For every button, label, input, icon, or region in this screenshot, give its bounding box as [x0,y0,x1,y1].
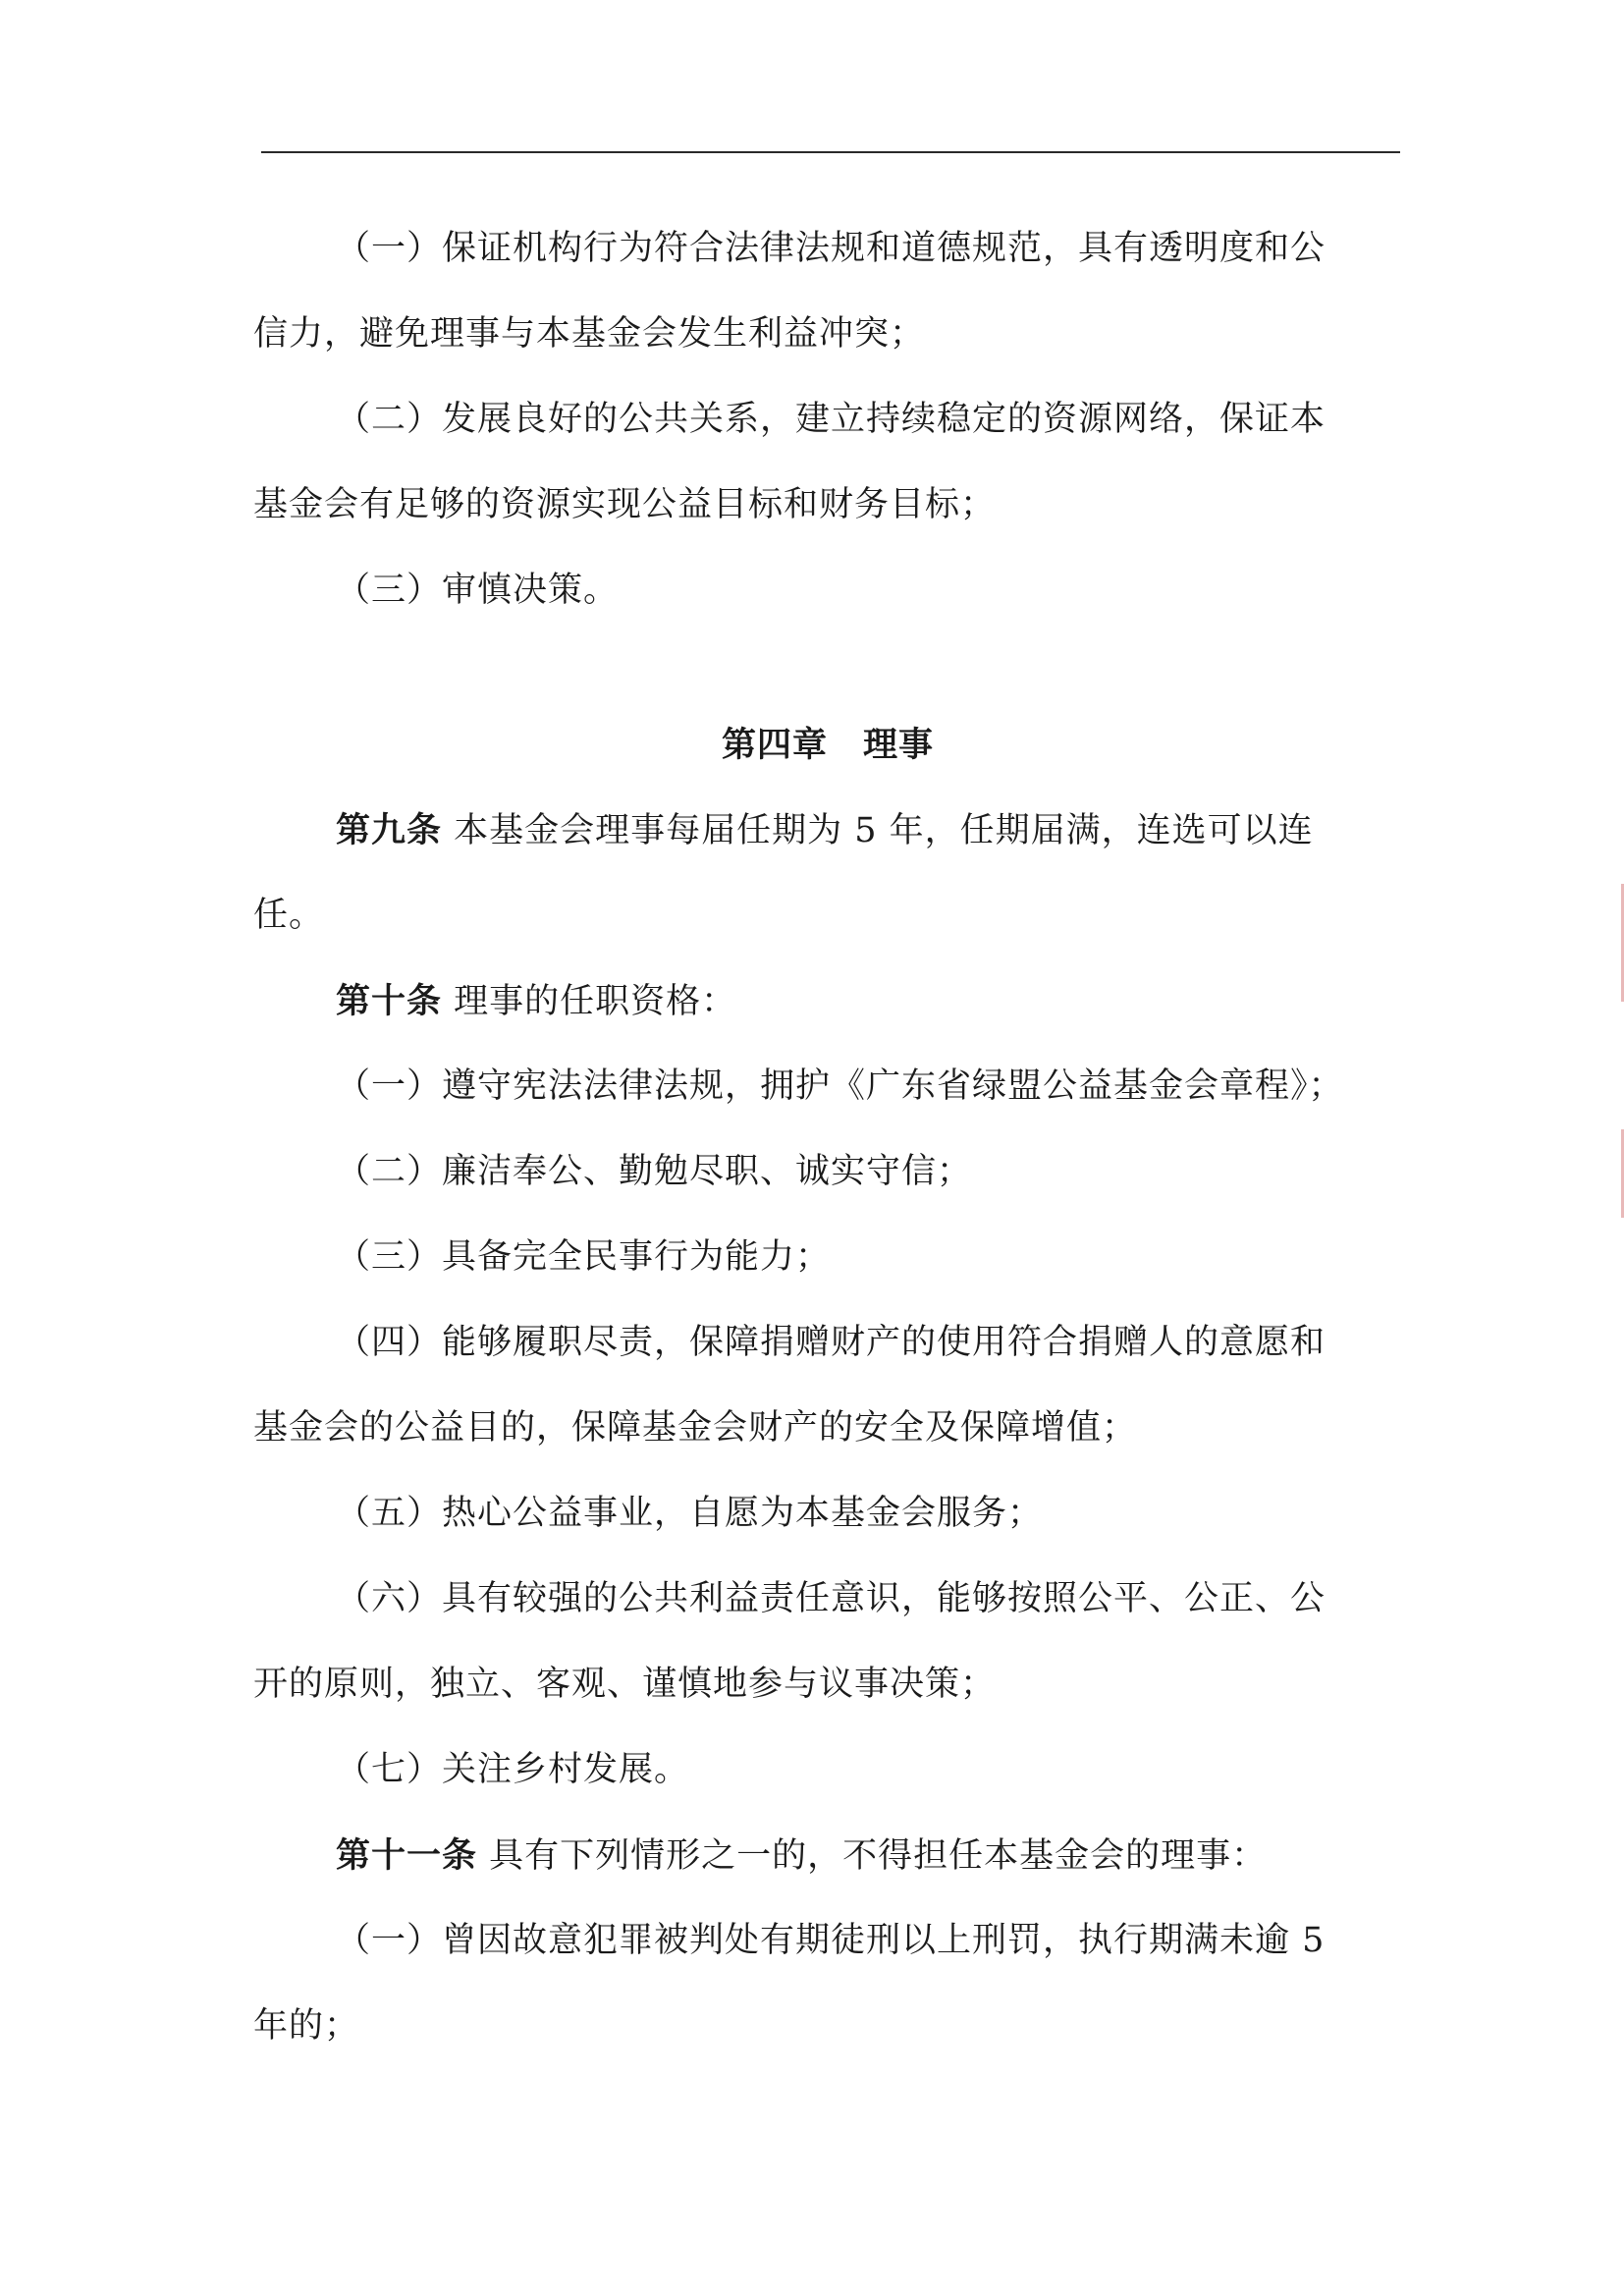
document-body [253,206,1402,2069]
header-rule [261,151,1400,153]
article8-item2-line1: （二）发展良好的公共关系，建立持续稳定的资源网络，保证本 [336,400,1326,439]
article10-item3: （三）具备完全民事行为能力； [336,1237,832,1277]
article10-label: 第十条 [336,981,443,1021]
article9-label: 第九条 [336,810,443,850]
article9-line1 [253,788,1402,873]
article8-item1-line2: 信力，避免理事与本基金会发生利益冲突； [253,314,926,354]
article11-item1-line2: 年的； [253,2006,360,2046]
article10-item5: （五）热心公益事业，自愿为本基金会服务； [336,1494,1044,1533]
article10-intro-line [253,958,1402,1044]
article10-item6-line1: （六）具有较强的公共利益责任意识，能够按照公平、公正、公 [336,1579,1326,1618]
article9-text: 本基金会理事每届任期为 5 年，任期届满，连选可以连 [454,811,1314,850]
article8-item2-line2: 基金会有足够的资源实现公益目标和财务目标； [253,485,997,524]
article10-intro: 理事的任职资格： [454,982,737,1021]
article11-intro-line [253,1813,1402,1898]
article10-item7: （七）关注乡村发展。 [336,1750,690,1789]
article10-item4-line2: 基金会的公益目的，保障基金会财产的安全及保障增值； [253,1408,1138,1448]
article10-item2: （二）廉洁奉公、勤勉尽职、诚实守信； [336,1152,973,1191]
article11-label: 第十一条 [336,1835,478,1876]
article10-item1: （一）遵守宪法法律法规，拥护《广东省绿盟公益基金会章程》； [336,1066,1344,1106]
article11-item1-line1: （一）曾因故意犯罪被判处有期徒刑以上刑罚，执行期满未逾 5 [336,1921,1326,1960]
article11-intro: 具有下列情形之一的，不得担任本基金会的理事： [489,1836,1268,1876]
article9-line2: 任。 [253,896,325,935]
article10-item4-line1: （四）能够履职尽责，保障捐赠财产的使用符合捐赠人的意愿和 [336,1323,1326,1362]
chapter-title: 第四章 理事 [721,725,934,765]
article8-item3: （三）审慎决策。 [336,571,620,610]
article8-item1-line1: （一）保证机构行为符合法律法规和道德规范，具有透明度和公 [336,229,1326,268]
article10-item6-line2: 开的原则，独立、客观、谨慎地参与议事决策； [253,1665,997,1704]
